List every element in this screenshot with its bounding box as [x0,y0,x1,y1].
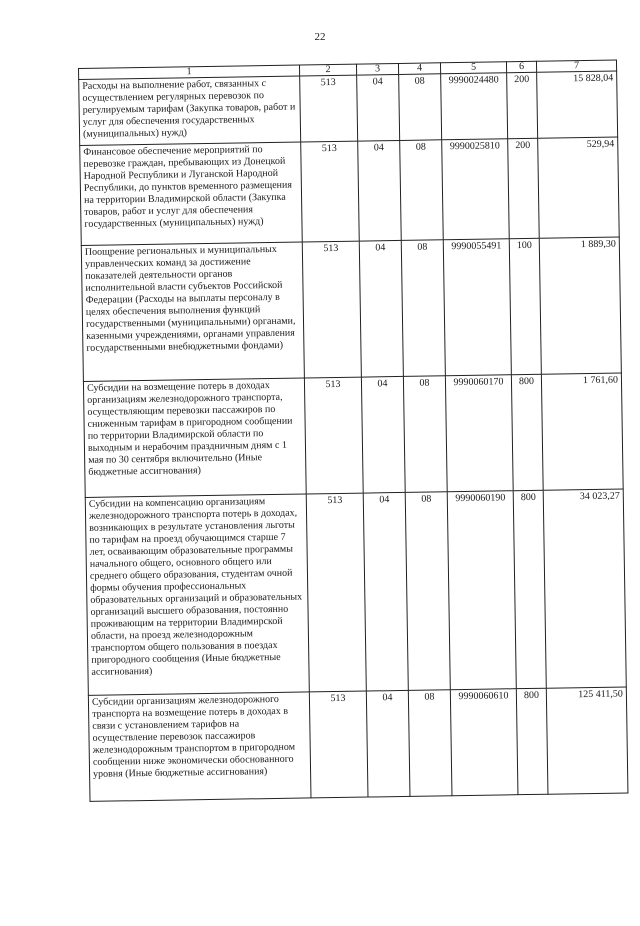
col-header-3: 3 [356,63,398,75]
row-target: 9990025810 [442,139,510,240]
row-section: 04 [359,240,403,377]
row-code: 513 [306,493,366,692]
col-header-5: 5 [440,62,506,74]
table-row [80,137,620,245]
table-row [81,237,621,381]
col-header-1: 1 [79,65,300,79]
row-subsection: 08 [401,240,445,377]
col-header-4: 4 [398,63,440,75]
page-number: 22 [314,31,326,43]
row-code: 513 [304,377,363,494]
row-target: 9990024480 [441,73,508,140]
row-subsection: 08 [399,74,442,141]
row-expense-type: 800 [516,688,548,794]
table-row [79,71,618,145]
row-description: Расходы на выполнение работ, связанных с осуществлением регулярных перевозок по регулируемым тарифам (Закупка товаров, работ и услуг для обеспечения государственных (муниципальных) нужд) [79,76,301,145]
table-row [88,687,628,801]
row-section: 04 [363,492,408,691]
row-description: Субсидии на возмещение потерь в доходах организациям железнодорожного транспорта, осуществляющим перевозки пассажиров по сниженным тарифам в пригородном сообщении по территории Владимирской области по выходным и нерабочим праздничным дням с 1 мая по 30 сентября включительно (Иные бюджетные ассигнования) [83,378,306,497]
row-description: Финансовое обеспечение мероприятий по перевозке граждан, пребывающих из Донецкой Народной Республики и Луганской Народной Республики, до пунктов временного размещения на территории Владимирской области (Закупка товаров, работ и услуг для обеспечения государственных (муниципальных) нужд) [80,142,303,245]
row-expense-type: 800 [513,490,546,688]
row-subsection: 08 [400,140,444,241]
row-amount: 1 889,30 [539,237,621,374]
row-amount: 1 761,60 [541,373,623,490]
col-header-6: 6 [506,61,536,72]
row-target: 9990060190 [447,491,516,690]
col-header-2: 2 [299,64,356,76]
row-expense-type: 200 [508,138,540,238]
row-amount: 15 828,04 [537,71,618,138]
row-code: 513 [302,241,361,378]
table-row [83,373,623,497]
row-amount: 125 411,50 [546,687,628,794]
budget-table [78,60,628,802]
row-code: 513 [301,141,360,242]
row-expense-type: 800 [511,374,543,490]
row-subsection: 08 [403,376,447,493]
row-amount: 529,94 [538,137,620,238]
row-section: 04 [366,690,410,797]
table-row [85,489,626,695]
row-code: 513 [300,75,358,142]
row-description: Субсидии на компенсацию организациям железнодорожного транспорта потерь в доходах, возникающих в результате установления льготы по тарифам на проезд обучающимся старше 7 лет, осваивающим образовательные программы начального общего, основного общего или среднего общего образования, студентам очной формы обучения профессиональных образовательных организаций и образовательных организаций высшего образования, постоянно проживающим на территории Владимирской области, на проезд железнодорожным транспортом общего пользования в поездах пригородного сообщения (Иные бюджетные ассигнования) [85,494,309,695]
row-expense-type: 200 [507,72,538,138]
row-section: 04 [361,376,405,493]
row-description: Субсидии организациям железнодорожного транспорта на возмещение потерь в доходах в связи с установлением тарифов на осуществление перевозок пассажиров железнодорожным транспортом в пригородном сообщении ниже экономически обоснованного уровня (Иные бюджетные ассигнования) [88,692,311,801]
row-target: 9990055491 [443,239,511,376]
row-code: 513 [309,691,368,798]
col-header-7: 7 [536,60,616,72]
row-section: 04 [357,74,400,141]
row-target: 9990060610 [450,689,518,796]
row-target: 9990060170 [445,375,513,492]
row-expense-type: 100 [509,238,541,374]
row-subsection: 08 [408,690,452,797]
row-section: 04 [358,140,402,241]
row-subsection: 08 [405,492,450,691]
row-amount: 34 023,27 [543,489,626,688]
row-description: Поощрение региональных и муниципальных управленческих команд за достижение показателей деятельности органов исполнительной власти субъектов Российской Федерации (Расходы на выплаты персоналу в целях обеспечения выполнения функций государственными (муниципальными) органами, казенными учреждениями, органами управления государственными внебюджетными фондами) [81,242,304,381]
